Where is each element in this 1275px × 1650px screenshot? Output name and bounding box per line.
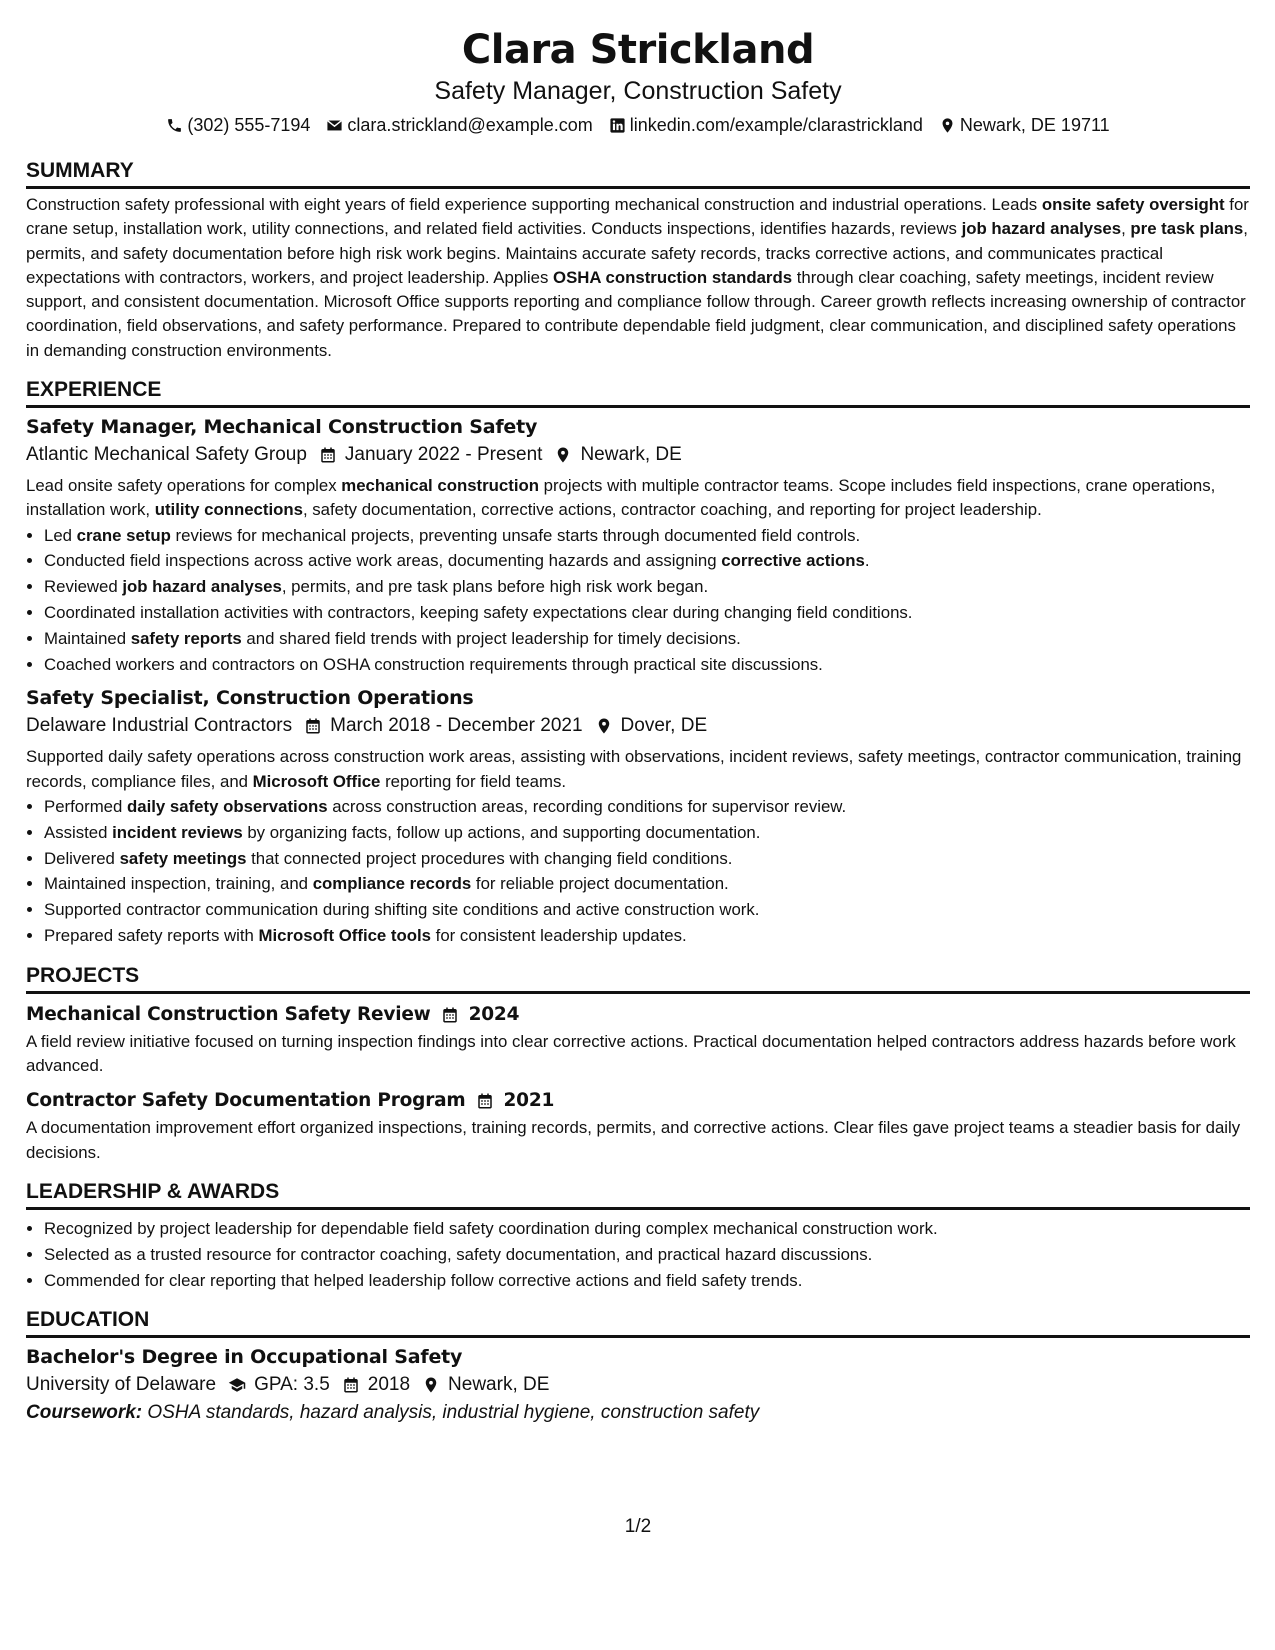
- job-meta: [26, 442, 1250, 468]
- coursework-label: Coursework:: [26, 1402, 143, 1424]
- education-heading: EDUCATION: [26, 1307, 1250, 1338]
- leadership-item: • Commended for clear reporting that helped leadership follow corrective actions and field safety trends.: [44, 1268, 1250, 1294]
- bullet-item: • Maintained safety reports and shared field trends with project leadership for timely decisions.: [44, 626, 1250, 652]
- projects-heading: PROJECTS: [26, 963, 1250, 994]
- phone-text: (302) 555-7194: [187, 115, 311, 135]
- summary-text: Construction safety professional with eight years of field experience supporting mechanical construction and industrial operations. Leads onsite safety oversight for crane setup, installation work, utility connections, and related field activities. Conducts inspections, identifies hazards, reviews job hazard analyses, pre task plans, permits, and safety documentation before high risk work begins. Maintains accurate safety records, tracks corrective actions, and communicates practical expectations with contractors, workers, and project leadership. Applies OSHA construction standards through clear coaching, safety meetings, incident review support, and consistent documentation. Microsoft Office supports reporting and compliance follow through. Career growth reflects increasing ownership of contractor coordination, field observations, and safety performance. Prepared to contribute dependable field judgment, clear communication, and disciplined safety operations in demanding construction environments.: [26, 195, 1249, 360]
- resume-header: [26, 26, 1250, 136]
- job-bullets: [26, 523, 1250, 678]
- contact-location: [939, 114, 1110, 136]
- envelope-icon: [326, 117, 343, 134]
- job-dates-group: [319, 442, 543, 468]
- contact-email[interactable]: [326, 114, 592, 136]
- projects-section: [26, 963, 1250, 1165]
- project-entry: [26, 1088, 1250, 1165]
- map-pin-icon: [422, 1376, 440, 1394]
- map-pin-icon: [595, 717, 613, 735]
- graduation-cap-icon: [228, 1376, 246, 1394]
- education-section: [26, 1307, 1250, 1426]
- job-location-group: [595, 713, 708, 739]
- education-meta: [26, 1372, 1250, 1398]
- contact-phone: [166, 114, 310, 136]
- project-title-row: [26, 1002, 1250, 1028]
- map-pin-icon: [554, 446, 572, 464]
- project-entry: [26, 1002, 1250, 1079]
- job-location: Newark, DE: [580, 444, 682, 466]
- phone-icon: [166, 117, 183, 134]
- experience-heading: EXPERIENCE: [26, 377, 1250, 408]
- education-year-group: [342, 1372, 410, 1398]
- job-location-group: [554, 442, 681, 468]
- candidate-role: Safety Manager, Construction Safety: [434, 77, 842, 105]
- resume-page: [26, 0, 1250, 1650]
- job-company: Atlantic Mechanical Safety Group: [26, 444, 307, 466]
- bullet-item: • Performed daily safety observations across construction areas, recording conditions for supervisor review.: [44, 794, 1250, 820]
- job-meta: [26, 713, 1250, 739]
- coursework-text: OSHA standards, hazard analysis, industrial hygiene, construction safety: [147, 1402, 760, 1424]
- leadership-item: • Recognized by project leadership for dependable field safety coordination during complex mechanical construction work.: [44, 1216, 1250, 1242]
- bullet-item: • Coordinated installation activities with contractors, keeping safety expectations clear during changing field conditions.: [44, 600, 1250, 626]
- education-location-group: [422, 1372, 549, 1398]
- job-title: Safety Specialist, Construction Operations: [26, 687, 474, 710]
- education-location: Newark, DE: [448, 1374, 550, 1396]
- degree-title: Bachelor's Degree in Occupational Safety: [26, 1346, 463, 1369]
- location-text: Newark, DE 19711: [959, 115, 1110, 135]
- calendar-icon: [476, 1092, 494, 1110]
- email-text[interactable]: clara.strickland@example.com: [347, 115, 593, 135]
- gpa-group: [228, 1372, 330, 1398]
- project-title: Contractor Safety Documentation Program: [26, 1090, 466, 1112]
- contact-bar: [26, 114, 1250, 136]
- job-entry: [26, 685, 1250, 948]
- bullet-item: • Led crane setup reviews for mechanical projects, preventing unsafe starts through documented field controls.: [44, 523, 1250, 549]
- linkedin-text[interactable]: linkedin.com/example/clarastrickland: [629, 115, 923, 135]
- leadership-list: [26, 1216, 1250, 1293]
- job-summary: Supported daily safety operations across construction work areas, assisting with observations, incident reviews, safety meetings, contractor communication, training records, compliance files, and Microsoft Office reporting for field teams.: [26, 747, 1242, 791]
- bullet-item: • Delivered safety meetings that connected project procedures with changing field conditions.: [44, 846, 1250, 872]
- coursework: [26, 1400, 1250, 1426]
- leadership-section: [26, 1179, 1250, 1293]
- project-description: A documentation improvement effort organized inspections, training records, permits, and corrective actions. Clear files gave project teams a steadier basis for daily decisions.: [26, 1118, 1241, 1162]
- project-description: A field review initiative focused on turning inspection findings into clear corrective actions. Practical documentation helped contractors address hazards before work advanced.: [26, 1031, 1236, 1076]
- bullet-item: • Maintained inspection, training, and compliance records for reliable project documentation.: [44, 871, 1250, 897]
- job-dates-group: [304, 713, 582, 739]
- experience-section: [26, 377, 1250, 949]
- job-location: Dover, DE: [620, 715, 708, 737]
- job-title: Safety Manager, Mechanical Construction Safety: [26, 416, 538, 439]
- job-dates: January 2022 - Present: [344, 444, 543, 466]
- page-number: 1/2: [624, 1516, 652, 1537]
- linkedin-icon: [609, 117, 626, 134]
- candidate-name: Clara Strickland: [461, 27, 815, 73]
- education-year: 2018: [367, 1374, 411, 1396]
- bullet-item: • Prepared safety reports with Microsoft Office tools for consistent leadership updates.: [44, 923, 1250, 949]
- summary-section: [26, 158, 1250, 363]
- job-dates: March 2018 - December 2021: [330, 715, 583, 737]
- job-summary: Lead onsite safety operations for complex mechanical construction projects with multiple contractor teams. Scope includes field inspections, crane operations, installation work, utility connections, safety documentation, corrective actions, contractor coaching, and reporting for project leadership.: [26, 476, 1216, 520]
- project-title: Mechanical Construction Safety Review: [26, 1003, 431, 1025]
- bullet-item: • Assisted incident reviews by organizing facts, follow up actions, and supporting documentation.: [44, 820, 1250, 846]
- bullet-item: • Coached workers and contractors on OSHA construction requirements through practical site discussions.: [44, 652, 1250, 678]
- summary-heading: SUMMARY: [26, 158, 1250, 189]
- job-bullets: [26, 794, 1250, 949]
- leadership-heading: LEADERSHIP & AWARDS: [26, 1179, 1250, 1210]
- calendar-icon: [319, 446, 337, 464]
- project-title-row: [26, 1088, 1250, 1114]
- calendar-icon: [342, 1376, 360, 1394]
- project-year: 2024: [468, 1003, 520, 1025]
- bullet-item: • Conducted field inspections across active work areas, documenting hazards and assigning corrective actions.: [44, 548, 1250, 574]
- leadership-item: • Selected as a trusted resource for contractor coaching, safety documentation, and practical hazard discussions.: [44, 1242, 1250, 1268]
- calendar-icon: [441, 1006, 459, 1024]
- school-name: University of Delaware: [26, 1374, 217, 1396]
- map-pin-icon: [939, 117, 956, 134]
- contact-linkedin[interactable]: [609, 114, 923, 136]
- job-company: Delaware Industrial Contractors: [26, 715, 293, 737]
- project-year: 2021: [503, 1090, 555, 1112]
- bullet-item: • Supported contractor communication during shifting site conditions and active construction work.: [44, 897, 1250, 923]
- gpa-text: GPA: 3.5: [254, 1374, 330, 1396]
- bullet-item: • Reviewed job hazard analyses, permits, and pre task plans before high risk work began.: [44, 574, 1250, 600]
- calendar-icon: [304, 717, 322, 735]
- job-entry: [26, 414, 1250, 677]
